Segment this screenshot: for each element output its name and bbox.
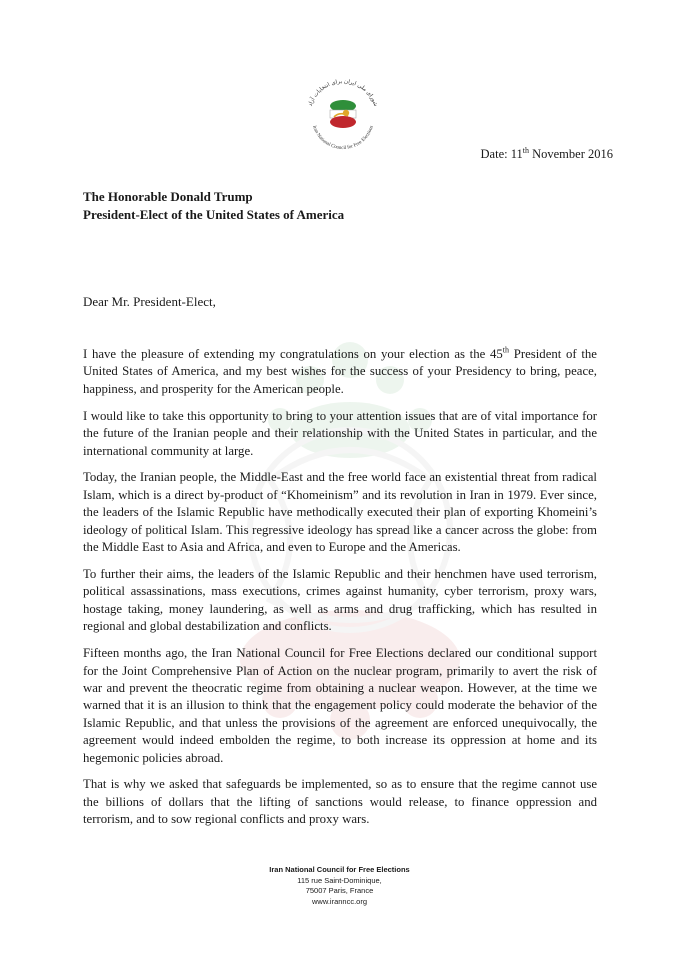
- salutation: Dear Mr. President-Elect,: [83, 294, 216, 309]
- addressee-name: The Honorable Donald Trump: [83, 189, 253, 204]
- paragraph-2: I would like to take this opportunity to bring to your attention issues that are of vital importance for the future of the Iranian people and their relationship with the United States in particular, and the international community at large.: [83, 408, 597, 458]
- paragraph-1: I have the pleasure of extending my congratulations on your election as the 45th President of the United States of America, and my best wishes for the success of your Presidency to bring, peace, happiness, and prosperity for the American people.: [83, 345, 597, 396]
- logo-subtitle: Iran National Council for Free Elections: [311, 125, 375, 152]
- letter-date: Date: 11th November 2016: [480, 146, 613, 162]
- letter-body: [83, 346, 597, 838]
- logo-arc-text: شورای ملی ایران برای انتخابات آزاد: [307, 78, 379, 108]
- paragraph-5: Fifteen months ago, the Iran National Council for Free Elections declared our conditional support for the Joint Comprehensive Plan of Action on the nuclear program, primarily to avert the risk of war and prevent the theocratic regime from obtaining a nuclear weapon. However, at the time we warned that it is an illusion to think that the engagement policy could moderate the behavior of the Islamic Republic, and that unless the provisions of the agreement are enforced unequivocally, the agreement would indeed embolden the regime, to both increase its oppression at home and its hegemonic policies abroad.: [83, 646, 597, 765]
- paragraph-3: Today, the Iranian people, the Middle-East and the free world face an existential threat from radical Islam, which is a direct by-product of “Khomeinism” and its revolution in Iran in 1979. Ever since, the leaders of the Islamic Republic have methodically executed their plan of exporting Khomeini’s ideology of political Islam. This regressive ideology has spread like a cancer across the globe: from the Middle East to Asia and Africa, and even to Europe and the Americas.: [83, 470, 597, 555]
- paragraph-6: That is why we asked that safeguards be implemented, so as to ensure that the regime cannot use the billions of dollars that the lifting of sanctions would release, to finance oppression and terrorism, and to sow regional conflicts and proxy wars.: [83, 777, 597, 827]
- paragraph-4: To further their aims, the leaders of the Islamic Republic and their henchmen have used terrorism, political assassinations, mass executions, crimes against humanity, cyber terrorism, proxy wars, hostage taking, money laundering, as well as arms and drug trafficking, which has resulted in regional and global destabilization and conflicts.: [83, 566, 597, 634]
- addressee-title: President-Elect of the United States of America: [83, 207, 345, 222]
- footer-org-name: Iran National Council for Free Elections: [269, 865, 410, 874]
- lion-sun-icon: [330, 100, 356, 128]
- svg-text:Iran National Council for Free: [311, 125, 375, 151]
- footer-city: 75007 Paris, France: [305, 886, 374, 895]
- footer-street: 115 rue Saint-Dominique,: [297, 875, 382, 885]
- letterhead-footer: [0, 865, 679, 907]
- addressee-block: [83, 188, 344, 224]
- council-logo: [288, 76, 398, 152]
- footer-website: www.iranncc.org: [311, 896, 368, 906]
